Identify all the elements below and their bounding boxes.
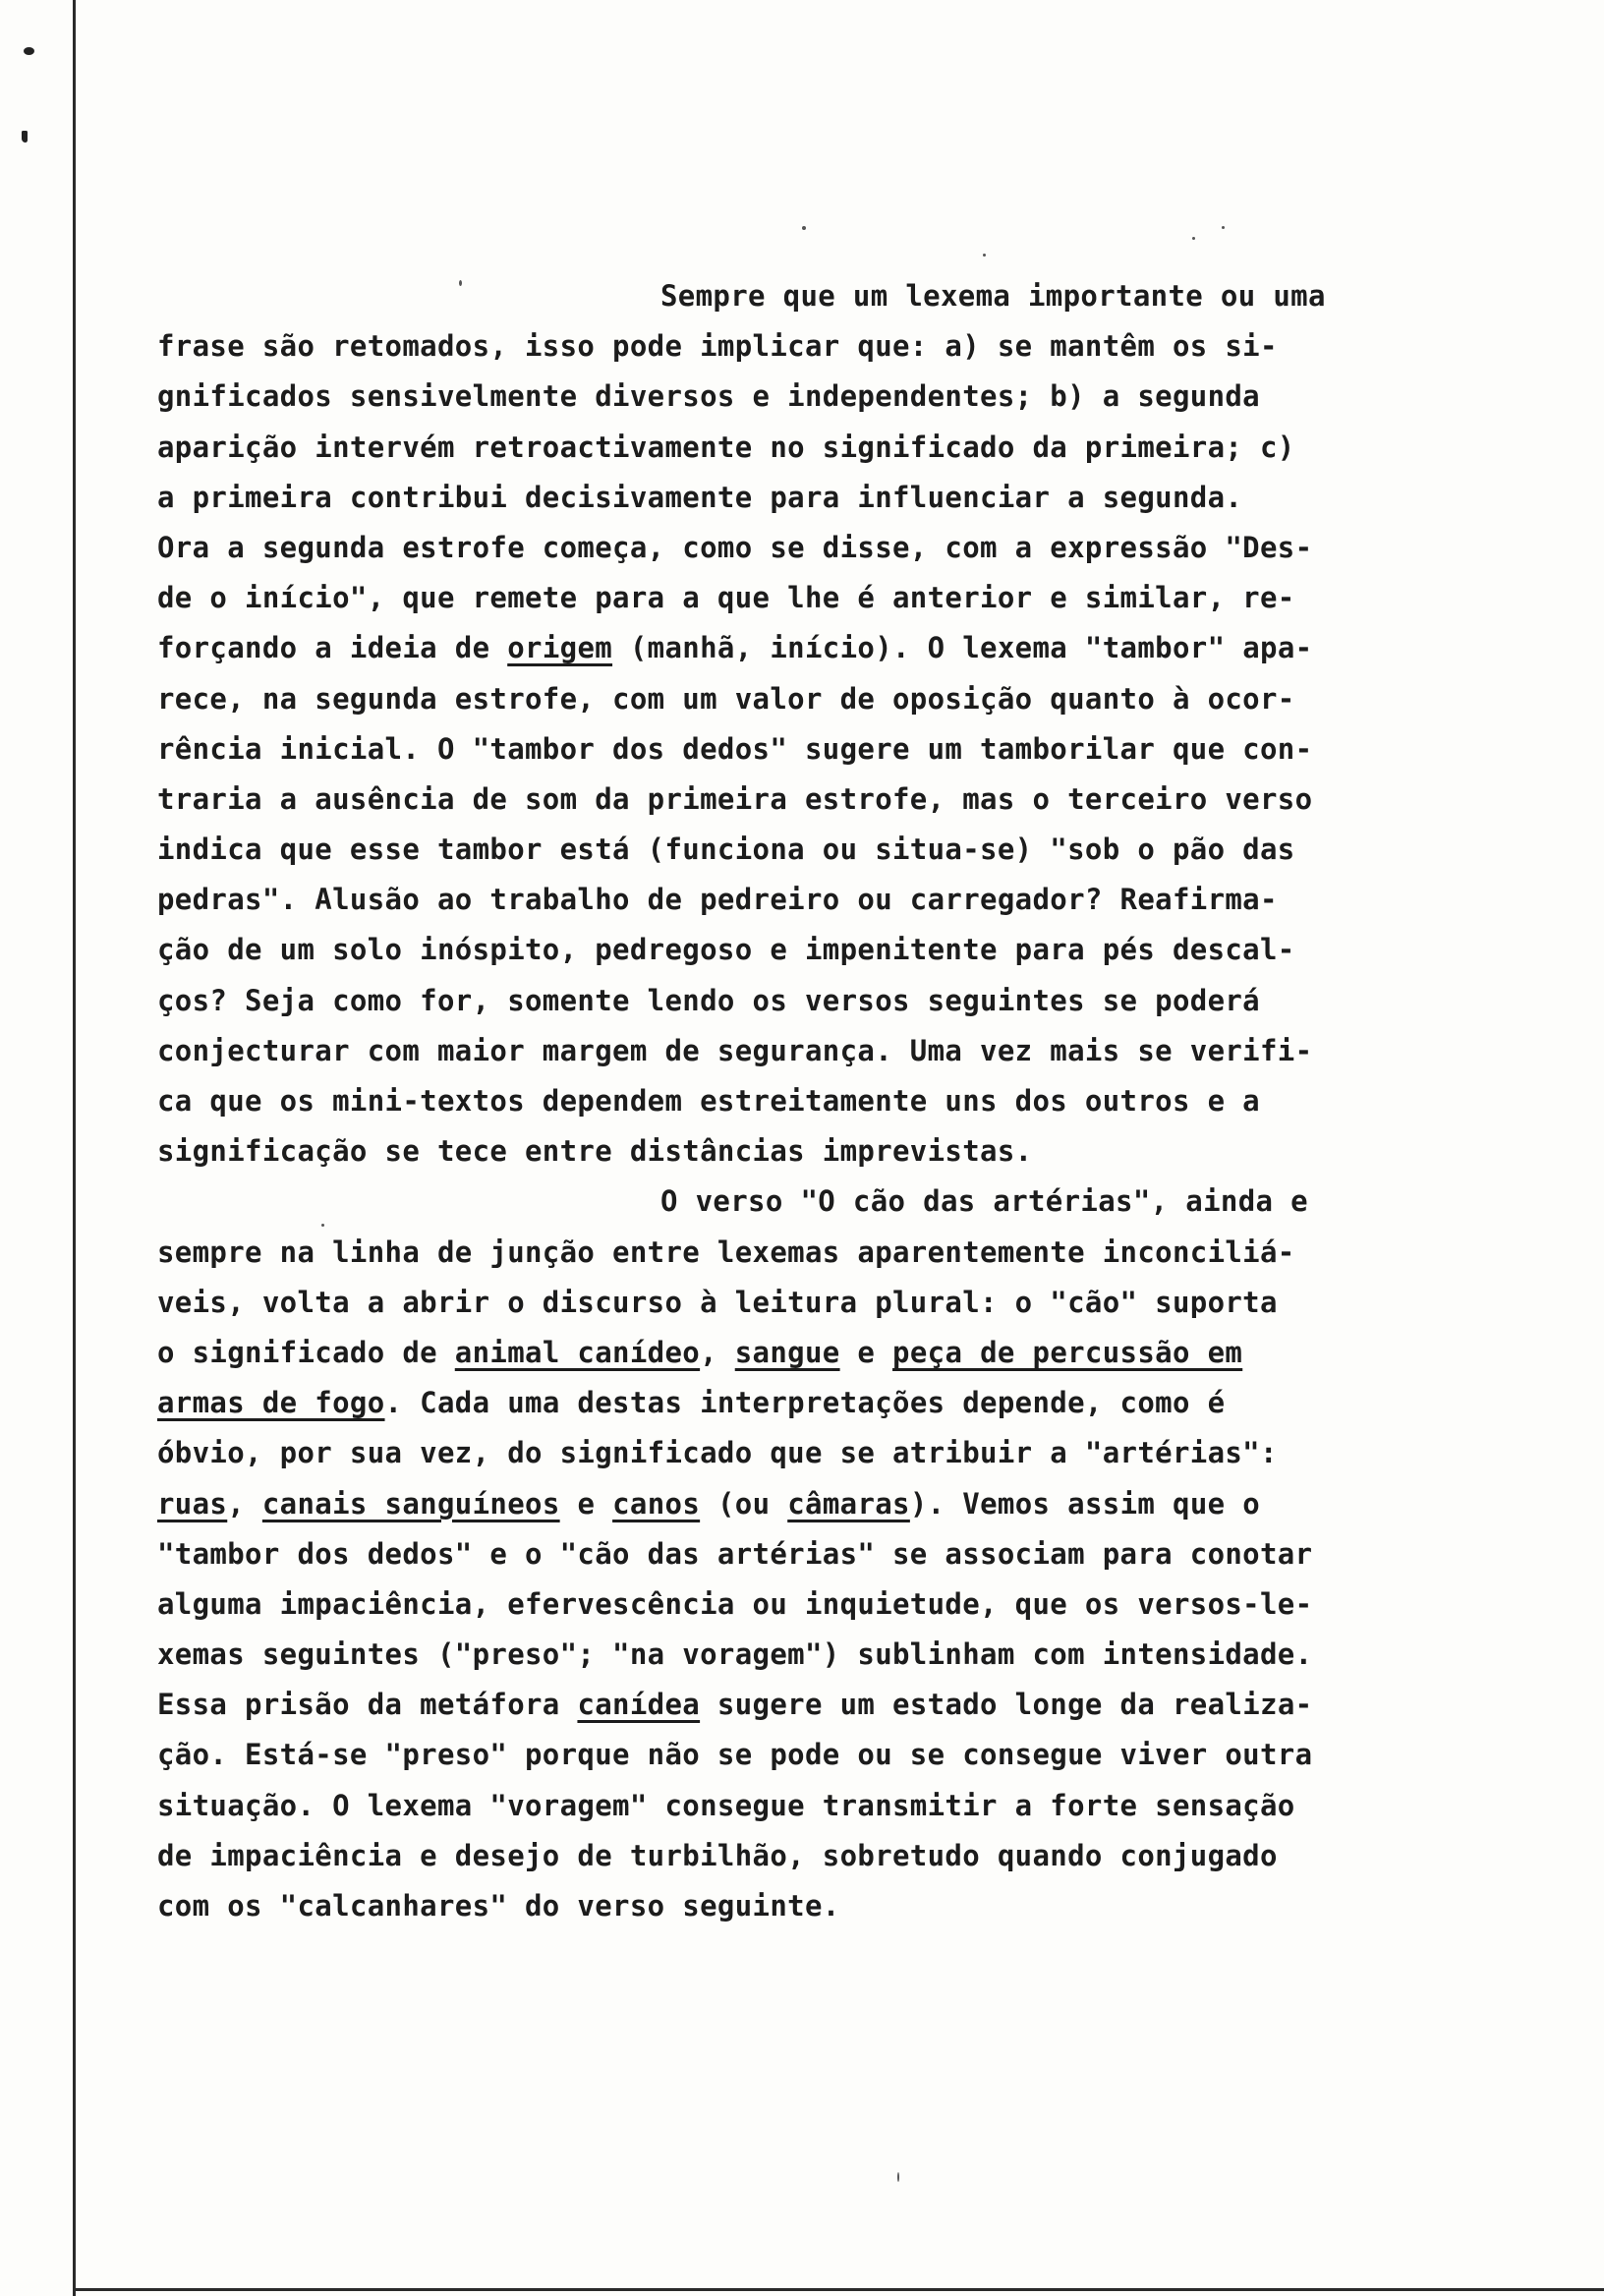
text-segment: situação. O lexema "voragem" consegue transmitir a forte sensação	[157, 1788, 1295, 1822]
scan-speck	[983, 254, 986, 257]
text-line	[157, 573, 1455, 623]
underlined-term: peça de percussão em	[892, 1335, 1243, 1369]
underlined-term: armas de fogo	[157, 1386, 385, 1420]
text-segment: com os "calcanhares" do verso seguinte.	[157, 1889, 840, 1923]
text-line	[157, 1630, 1455, 1680]
scan-speck	[1192, 237, 1195, 240]
text-line	[157, 473, 1455, 523]
text-line	[157, 925, 1455, 975]
text-segment: rece, na segunda estrofe, com um valor de oposição quanto à ocor-	[157, 681, 1295, 716]
text-segment: a primeira contribui decisivamente para influenciar a segunda.	[157, 480, 1243, 514]
text-segment: rência inicial. O "tambor dos dedos" sugere um tamborilar que con-	[157, 731, 1313, 766]
text-segment: ços? Seja como for, somente lendo os versos seguintes se poderá	[157, 983, 1260, 1017]
text-line	[157, 825, 1455, 875]
text-line	[157, 1831, 1455, 1881]
text-line	[157, 321, 1455, 372]
text-segment: indica que esse tambor está (funciona ou situa-se) "sob o pão das	[157, 832, 1295, 867]
text-line	[157, 1228, 1455, 1278]
text-segment: O verso "O cão das artérias", ainda e	[660, 1184, 1308, 1219]
text-segment: o significado de	[157, 1335, 455, 1369]
text-line	[157, 1428, 1455, 1478]
text-line	[157, 875, 1455, 925]
text-line	[157, 1730, 1455, 1780]
text-line	[157, 1529, 1455, 1579]
text-segment: traria a ausência de som da primeira estrofe, mas o terceiro verso	[157, 781, 1313, 816]
text-segment: ). Vemos assim que o	[909, 1486, 1261, 1521]
text-segment: Sempre que um lexema importante ou uma	[660, 279, 1326, 313]
text-segment: de o início", que remete para a que lhe é anterior e similar, re-	[157, 581, 1295, 615]
text-line	[157, 1881, 1455, 1931]
text-segment: frase são retomados, isso pode implicar que: a) se mantêm os si-	[157, 329, 1278, 364]
text-segment: sempre na linha de junção entre lexemas aparentemente inconciliá-	[157, 1234, 1295, 1269]
text-line	[157, 775, 1455, 825]
text-line	[157, 1378, 1455, 1428]
text-segment: e	[559, 1486, 613, 1521]
text-segment: ,	[227, 1486, 262, 1521]
text-line	[157, 1781, 1455, 1831]
underlined-term: animal canídeo	[454, 1335, 701, 1369]
text-segment: pedras". Alusão ao trabalho de pedreiro ou carregador? Reafirma-	[157, 883, 1278, 917]
underlined-term: canais sanguíneos	[261, 1486, 560, 1521]
text-segment: alguma impaciência, efervescência ou inquietude, que os versos-le-	[157, 1586, 1313, 1621]
underlined-term: ruas	[157, 1486, 228, 1521]
scan-speck	[897, 2172, 899, 2182]
text-line	[157, 523, 1455, 573]
text-line	[157, 1126, 1455, 1177]
text-segment: aparição intervém retroactivamente no significado da primeira; c)	[157, 430, 1295, 464]
underlined-term: sangue	[734, 1335, 840, 1369]
text-segment: (manhã, início). O lexema "tambor" apa-	[612, 631, 1313, 665]
paragraph-first-line	[157, 1177, 1455, 1227]
bottom-edge-rule	[73, 2288, 1604, 2291]
text-segment: ção de um solo inóspito, pedregoso e impenitente para pés descal-	[157, 933, 1295, 967]
text-segment: . Cada uma destas interpretações depende, como é	[384, 1386, 1226, 1420]
text-segment: ção. Está-se "preso" porque não se pode ou se consegue viver outra	[157, 1738, 1313, 1772]
text-line	[157, 724, 1455, 775]
punch-mark-dot	[24, 47, 34, 55]
text-line	[157, 1278, 1455, 1328]
text-line	[157, 372, 1455, 422]
underlined-term: origem	[507, 631, 613, 665]
text-line	[157, 1328, 1455, 1378]
text-line	[157, 1076, 1455, 1126]
text-segment: sugere um estado longe da realiza-	[700, 1688, 1313, 1722]
text-segment: gnificados sensivelmente diversos e independentes; b) a segunda	[157, 379, 1260, 414]
text-line	[157, 1026, 1455, 1076]
text-segment: xemas seguintes ("preso"; "na voragem") sublinham com intensidade.	[157, 1637, 1313, 1672]
text-line	[157, 423, 1455, 473]
paragraph-first-line	[157, 271, 1455, 321]
underlined-term: canos	[612, 1486, 701, 1521]
scan-speck	[802, 226, 806, 230]
text-segment: significação se tece entre distâncias imprevistas.	[157, 1134, 1033, 1169]
text-line	[157, 674, 1455, 724]
underlined-term: câmaras	[787, 1486, 910, 1521]
text-segment: óbvio, por sua vez, do significado que se atribuir a "artérias":	[157, 1436, 1278, 1470]
text-segment: forçando a ideia de	[157, 631, 508, 665]
text-segment: "tambor dos dedos" e o "cão das artérias" se associam para conotar	[157, 1536, 1313, 1571]
text-segment: ,	[700, 1335, 735, 1369]
text-line	[157, 1579, 1455, 1630]
text-segment: (ou	[700, 1486, 788, 1521]
underlined-term: canídea	[577, 1688, 701, 1722]
text-line	[157, 1479, 1455, 1529]
punch-mark-comma	[22, 131, 28, 143]
text-segment: veis, volta a abrir o discurso à leitura plural: o "cão" suporta	[157, 1285, 1278, 1319]
text-segment: Essa prisão da metáfora	[157, 1688, 578, 1722]
document-body	[157, 271, 1455, 1931]
text-segment: conjecturar com maior margem de segurança. Uma vez mais se verifi-	[157, 1033, 1313, 1067]
text-segment: e	[839, 1335, 893, 1369]
text-segment: Ora a segunda estrofe começa, como se disse, com a expressão "Des-	[157, 530, 1313, 564]
text-segment: de impaciência e desejo de turbilhão, sobretudo quando conjugado	[157, 1838, 1278, 1872]
text-segment: ca que os mini-textos dependem estreitamente uns dos outros e a	[157, 1084, 1260, 1118]
text-line	[157, 623, 1455, 673]
text-line	[157, 976, 1455, 1026]
scan-speck	[1222, 226, 1225, 229]
text-line	[157, 1680, 1455, 1730]
left-margin-rule	[73, 0, 76, 2296]
